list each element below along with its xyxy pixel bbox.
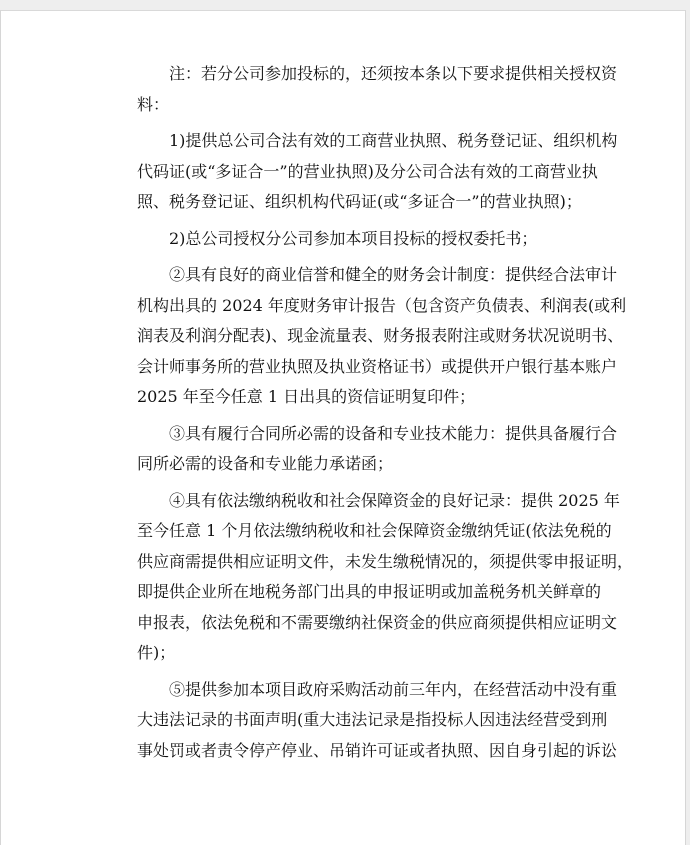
- text-line: 会计师事务所的营业执照及执业资格证书）或提供开户银行基本账户: [137, 356, 618, 376]
- paragraph-item-1: [105, 126, 618, 218]
- text-line: ③具有履行合同所必需的设备和专业技术能力：提供具备履行合: [169, 423, 618, 443]
- text-line: 同所必需的设备和专业能力承诺函；: [137, 454, 394, 473]
- paragraph-tax-social-security: [105, 486, 634, 669]
- text-line: ④具有依法缴纳税收和社会保障资金的良好记录：提供 2025 年: [169, 490, 620, 510]
- text-line: 料：: [137, 94, 170, 114]
- paragraph-item-2: [105, 224, 583, 255]
- paragraph-financial-system: [105, 260, 627, 413]
- text-line: ②具有良好的商业信誉和健全的财务会计制度：提供经合法审计: [169, 265, 618, 284]
- paragraph-equipment-ability: [105, 419, 618, 480]
- text-line: 1)提供总公司合法有效的工商营业执照、税务登记证、组织机构: [169, 131, 618, 150]
- text-line: 至今任意 1 个月依法缴纳税收和社会保障资金缴纳凭证(依法免税的: [137, 521, 612, 540]
- text-line: 申报表，依法免税和不需要缴纳社保资金的供应商须提供相应证明文: [137, 612, 618, 632]
- text-line: 即提供企业所在地税务部门出具的申报证明或加盖税务机关鲜章的: [137, 582, 602, 601]
- document-body: [105, 59, 634, 766]
- text-line: 注：若分公司参加投标的，还须按本条以下要求提供相关授权资: [169, 64, 618, 83]
- text-line: 件)；: [137, 643, 176, 662]
- text-line: 机构出具的 2024 年度财务审计报告（包含资产负债表、利润表(或利: [137, 295, 627, 315]
- document-page: [0, 10, 686, 845]
- text-line: 润表及利润分配表)、现金流量表、财务报表附注或财务状况说明书、: [137, 326, 624, 345]
- text-line: 供应商需提供相应证明文件，未发生缴税情况的，须提供零申报证明，: [137, 551, 634, 571]
- text-line: 照、税务登记证、组织机构代码证(或“多证合一”的营业执照)；: [137, 192, 582, 211]
- paragraph-branch-note: [105, 59, 618, 120]
- text-line: 2025 年至今任意 1 日出具的资信证明复印件；: [137, 387, 476, 406]
- text-line: 2)总公司授权分公司参加本项目投标的授权委托书；: [169, 228, 538, 248]
- text-line: 代码证(或“多证合一”的营业执照)及分公司合法有效的工商营业执: [137, 161, 598, 181]
- paragraph-no-major-violation: [105, 675, 618, 767]
- text-line: ⑤提供参加本项目政府采购活动前三年内，在经营活动中没有重: [169, 679, 618, 699]
- text-line: 大违法记录的书面声明(重大违法记录是指投标人因违法经营受到刑: [137, 710, 608, 729]
- text-line: 事处罚或者责令停产停业、吊销许可证或者执照、因自身引起的诉讼: [137, 740, 618, 760]
